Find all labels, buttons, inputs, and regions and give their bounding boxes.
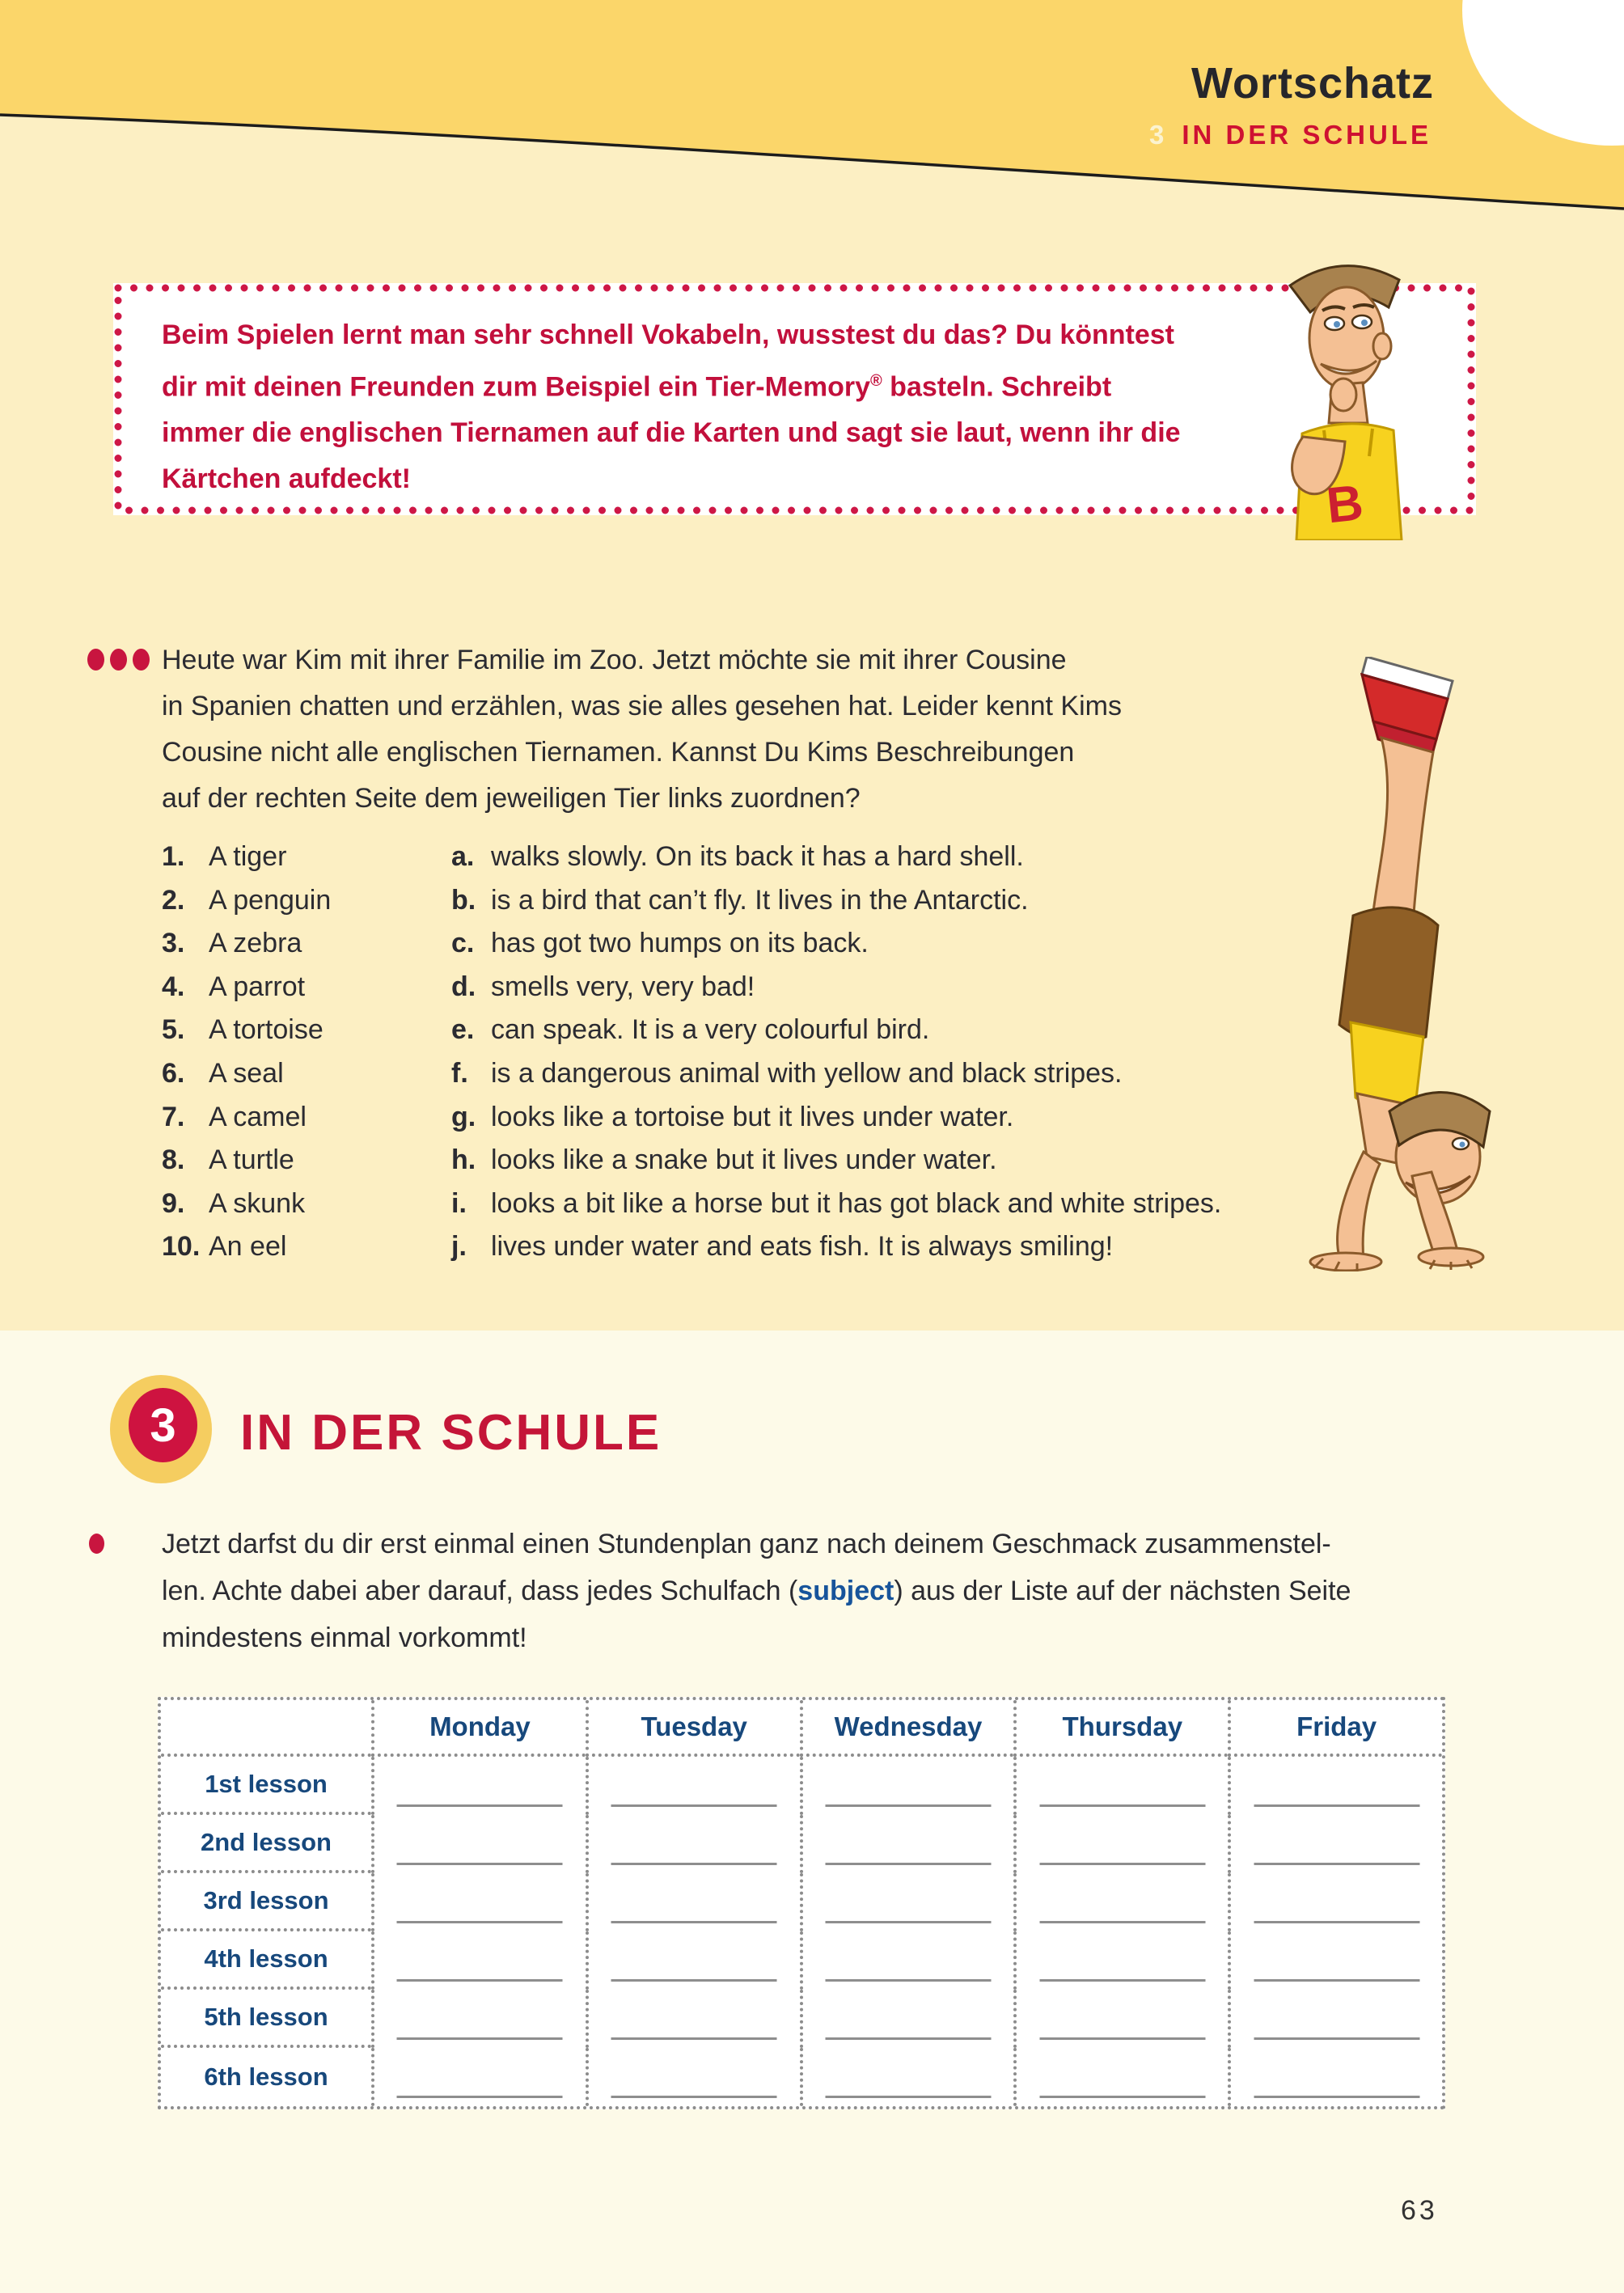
writing-line — [825, 2096, 991, 2098]
writing-line — [397, 2037, 563, 2040]
timetable-cell — [1228, 2048, 1442, 2106]
registered-trademark-symbol: ® — [869, 372, 882, 390]
tip-line: Beim Spielen lernt man sehr schnell Vokabeln, wusstest du das? Du könntest — [162, 319, 1175, 350]
item-letter: h. — [451, 1144, 476, 1176]
row-label-2nd-lesson: 2nd lesson — [161, 1815, 371, 1873]
item-letter: e. — [451, 1014, 475, 1046]
timetable-cell — [800, 1990, 1014, 2048]
animal-description: is a bird that can’t fly. It lives in the Antarctic. — [491, 884, 1029, 916]
item-letter: g. — [451, 1101, 476, 1132]
timetable-cell — [586, 2048, 800, 2106]
row-label-5th-lesson: 5th lesson — [161, 1990, 371, 2048]
timetable-cell — [371, 1757, 586, 1815]
writing-line — [611, 2037, 777, 2040]
matching-row — [162, 1188, 1221, 1232]
section-number-badge — [129, 1388, 197, 1462]
timetable-cell — [1228, 1873, 1442, 1931]
timetable-grid — [158, 1697, 1445, 2109]
timetable-cell — [800, 2048, 1014, 2106]
item-letter: d. — [451, 971, 476, 1002]
animal-description: has got two humps on its back. — [491, 928, 869, 959]
writing-line — [825, 1863, 991, 1865]
matching-row — [162, 1102, 1221, 1145]
timetable-cell — [1013, 1873, 1228, 1931]
timetable-cell — [1013, 1931, 1228, 1990]
writing-line — [397, 1804, 563, 1807]
animal-description: walks slowly. On its back it has a hard shell. — [491, 841, 1024, 872]
writing-line — [1254, 2096, 1419, 2098]
task-line: mindestens einmal vorkommt! — [162, 1622, 527, 1653]
writing-line — [611, 1979, 777, 1982]
animal-description: is a dangerous animal with yellow and black stripes. — [491, 1057, 1123, 1089]
item-number: 4. — [162, 971, 185, 1002]
writing-line — [1254, 1804, 1419, 1807]
column-header-friday: Friday — [1228, 1700, 1442, 1757]
row-label-1st-lesson: 1st lesson — [161, 1757, 371, 1815]
matching-exercise — [162, 841, 1221, 1275]
animal-description: smells very, very bad! — [491, 971, 755, 1002]
animal-name: A turtle — [209, 1144, 294, 1176]
writing-line — [611, 1804, 777, 1807]
timetable-cell — [586, 1931, 800, 1990]
chapter-number: 3 — [1148, 120, 1168, 150]
item-number: 10. — [162, 1231, 201, 1263]
svg-text:B: B — [1323, 474, 1366, 535]
timetable-cell — [586, 1990, 800, 2048]
timetable-cell — [371, 2048, 586, 2106]
section-title: IN DER SCHULE — [240, 1405, 662, 1461]
writing-line — [1039, 2096, 1205, 2098]
writing-line — [1039, 1921, 1205, 1923]
timetable-cell — [800, 1931, 1014, 1990]
animal-name: An eel — [209, 1231, 287, 1263]
animal-name: A parrot — [209, 971, 306, 1002]
item-letter: c. — [451, 928, 475, 959]
matching-row — [162, 1231, 1221, 1275]
zoo-task-line: Cousine nicht alle englischen Tiernamen. Kannst Du Kims Beschreibungen — [162, 737, 1075, 768]
writing-line — [825, 2037, 991, 2040]
zoo-task-line: Heute war Kim mit ihrer Familie im Zoo. Jetzt möchte sie mit ihrer Cousine — [162, 645, 1067, 675]
item-number: 1. — [162, 841, 185, 872]
item-number: 7. — [162, 1101, 185, 1132]
animal-name: A tiger — [209, 841, 287, 872]
item-letter: i. — [451, 1187, 467, 1219]
animal-name: A tortoise — [209, 1014, 324, 1046]
writing-line — [1254, 1863, 1419, 1865]
animal-name: A penguin — [209, 884, 332, 916]
chapter-header — [1149, 120, 1432, 150]
row-label-6th-lesson: 6th lesson — [204, 2062, 328, 2091]
keyword-subject: subject — [797, 1576, 894, 1606]
writing-line — [611, 1863, 777, 1865]
timetable-cell — [1013, 2048, 1228, 2106]
section-number: 3 — [150, 1398, 176, 1452]
column-header-tuesday: Tuesday — [586, 1700, 800, 1757]
animal-name: A seal — [209, 1057, 284, 1089]
writing-line — [1039, 1804, 1205, 1807]
tip-line: dir mit deinen Freunden zum Beispiel ein Tier-Memory® basteln. Schreibt — [162, 371, 1112, 403]
timetable-corner-cell — [161, 1700, 371, 1757]
item-letter: f. — [451, 1057, 468, 1089]
column-header-monday: Monday — [371, 1700, 586, 1757]
task-line: Jetzt darfst du dir erst einmal einen Stundenplan ganz nach deinem Geschmack zusammenstel- — [162, 1529, 1331, 1559]
writing-line — [1254, 1979, 1419, 1982]
timetable-cell — [1228, 1990, 1442, 2048]
timetable-cell — [1013, 1757, 1228, 1815]
writing-line — [1039, 2037, 1205, 2040]
timetable-cell — [800, 1873, 1014, 1931]
tip-line: immer die englischen Tiernamen auf die Karten und sagt sie laut, wenn ihr die — [162, 417, 1181, 449]
writing-line — [611, 1921, 777, 1923]
item-number: 6. — [162, 1057, 185, 1089]
zoo-task-line: auf der rechten Seite dem jeweiligen Tier links zuordnen? — [162, 783, 861, 814]
writing-line — [397, 2096, 563, 2098]
row-label-4th-lesson: 4th lesson — [161, 1931, 371, 1990]
matching-row — [162, 1144, 1221, 1188]
timetable-cell — [371, 1815, 586, 1873]
tip-text — [162, 312, 1181, 502]
writing-line — [1039, 1863, 1205, 1865]
item-number: 2. — [162, 884, 185, 916]
timetable-cell — [1228, 1931, 1442, 1990]
writing-line — [397, 1863, 563, 1865]
writing-line — [397, 1921, 563, 1923]
dot-bullet — [89, 1534, 104, 1554]
matching-row — [162, 1014, 1221, 1058]
timetable-cell — [371, 1990, 586, 2048]
matching-row — [162, 971, 1221, 1015]
handstand-boy-illustration — [1276, 657, 1515, 1271]
animal-description: can speak. It is a very colourful bird. — [491, 1014, 930, 1046]
timetable-cell — [800, 1815, 1014, 1873]
item-number: 8. — [162, 1144, 185, 1176]
animal-description: looks a bit like a horse but it has got black and white stripes. — [491, 1187, 1222, 1219]
matching-row — [162, 928, 1221, 971]
timetable-cell — [800, 1757, 1014, 1815]
timetable-cell — [586, 1815, 800, 1873]
animal-description: looks like a snake but it lives under water. — [491, 1144, 997, 1176]
timetable-cell — [371, 1931, 586, 1990]
row-label-3rd-lesson: 3rd lesson — [161, 1873, 371, 1931]
zoo-task-line: in Spanien chatten und erzählen, was sie alles gesehen hat. Leider kennt Kims — [162, 691, 1122, 721]
animal-name: A camel — [209, 1101, 307, 1132]
timetable-cell — [371, 1873, 586, 1931]
animal-name: A skunk — [209, 1187, 306, 1219]
tip-line: Kärtchen aufdeckt! — [162, 463, 411, 495]
animal-description: looks like a tortoise but it lives under water. — [491, 1101, 1014, 1132]
page-number: 63 — [1401, 2195, 1438, 2226]
timetable-cell — [1013, 1815, 1228, 1873]
writing-line — [1039, 1979, 1205, 1982]
writing-line — [825, 1921, 991, 1923]
zoo-task-text — [162, 637, 1122, 822]
animal-description: lives under water and eats fish. It is always smiling! — [491, 1231, 1114, 1263]
writing-line — [611, 2096, 777, 2098]
page-title: Wortschatz — [1191, 59, 1434, 108]
timetable-cell — [1228, 1815, 1442, 1873]
task-line: len. Achte dabei aber darauf, dass jedes Schulfach (subject) aus der Liste auf der nächsten Seite — [162, 1576, 1351, 1606]
matching-row — [162, 841, 1221, 885]
triple-dot-bullet — [87, 649, 150, 671]
item-number: 5. — [162, 1014, 185, 1046]
column-header-thursday: Thursday — [1013, 1700, 1228, 1757]
column-header-wednesday: Wednesday — [800, 1700, 1014, 1757]
writing-line — [825, 1804, 991, 1807]
thinking-boy-illustration — [1266, 249, 1436, 540]
writing-line — [825, 1979, 991, 1982]
item-number: 9. — [162, 1187, 185, 1219]
timetable-task-text — [162, 1521, 1351, 1661]
item-number: 3. — [162, 928, 185, 959]
timetable-cell — [586, 1873, 800, 1931]
timetable-cell — [1013, 1990, 1228, 2048]
writing-line — [1254, 1921, 1419, 1923]
item-letter: j. — [451, 1231, 467, 1263]
timetable-cell — [586, 1757, 800, 1815]
animal-name: A zebra — [209, 928, 302, 959]
writing-line — [1254, 2037, 1419, 2040]
item-letter: a. — [451, 841, 475, 872]
matching-row — [162, 885, 1221, 929]
item-letter: b. — [451, 884, 476, 916]
writing-line — [397, 1979, 563, 1982]
timetable-cell — [1228, 1757, 1442, 1815]
matching-row — [162, 1058, 1221, 1102]
chapter-title: IN DER SCHULE — [1182, 120, 1432, 150]
